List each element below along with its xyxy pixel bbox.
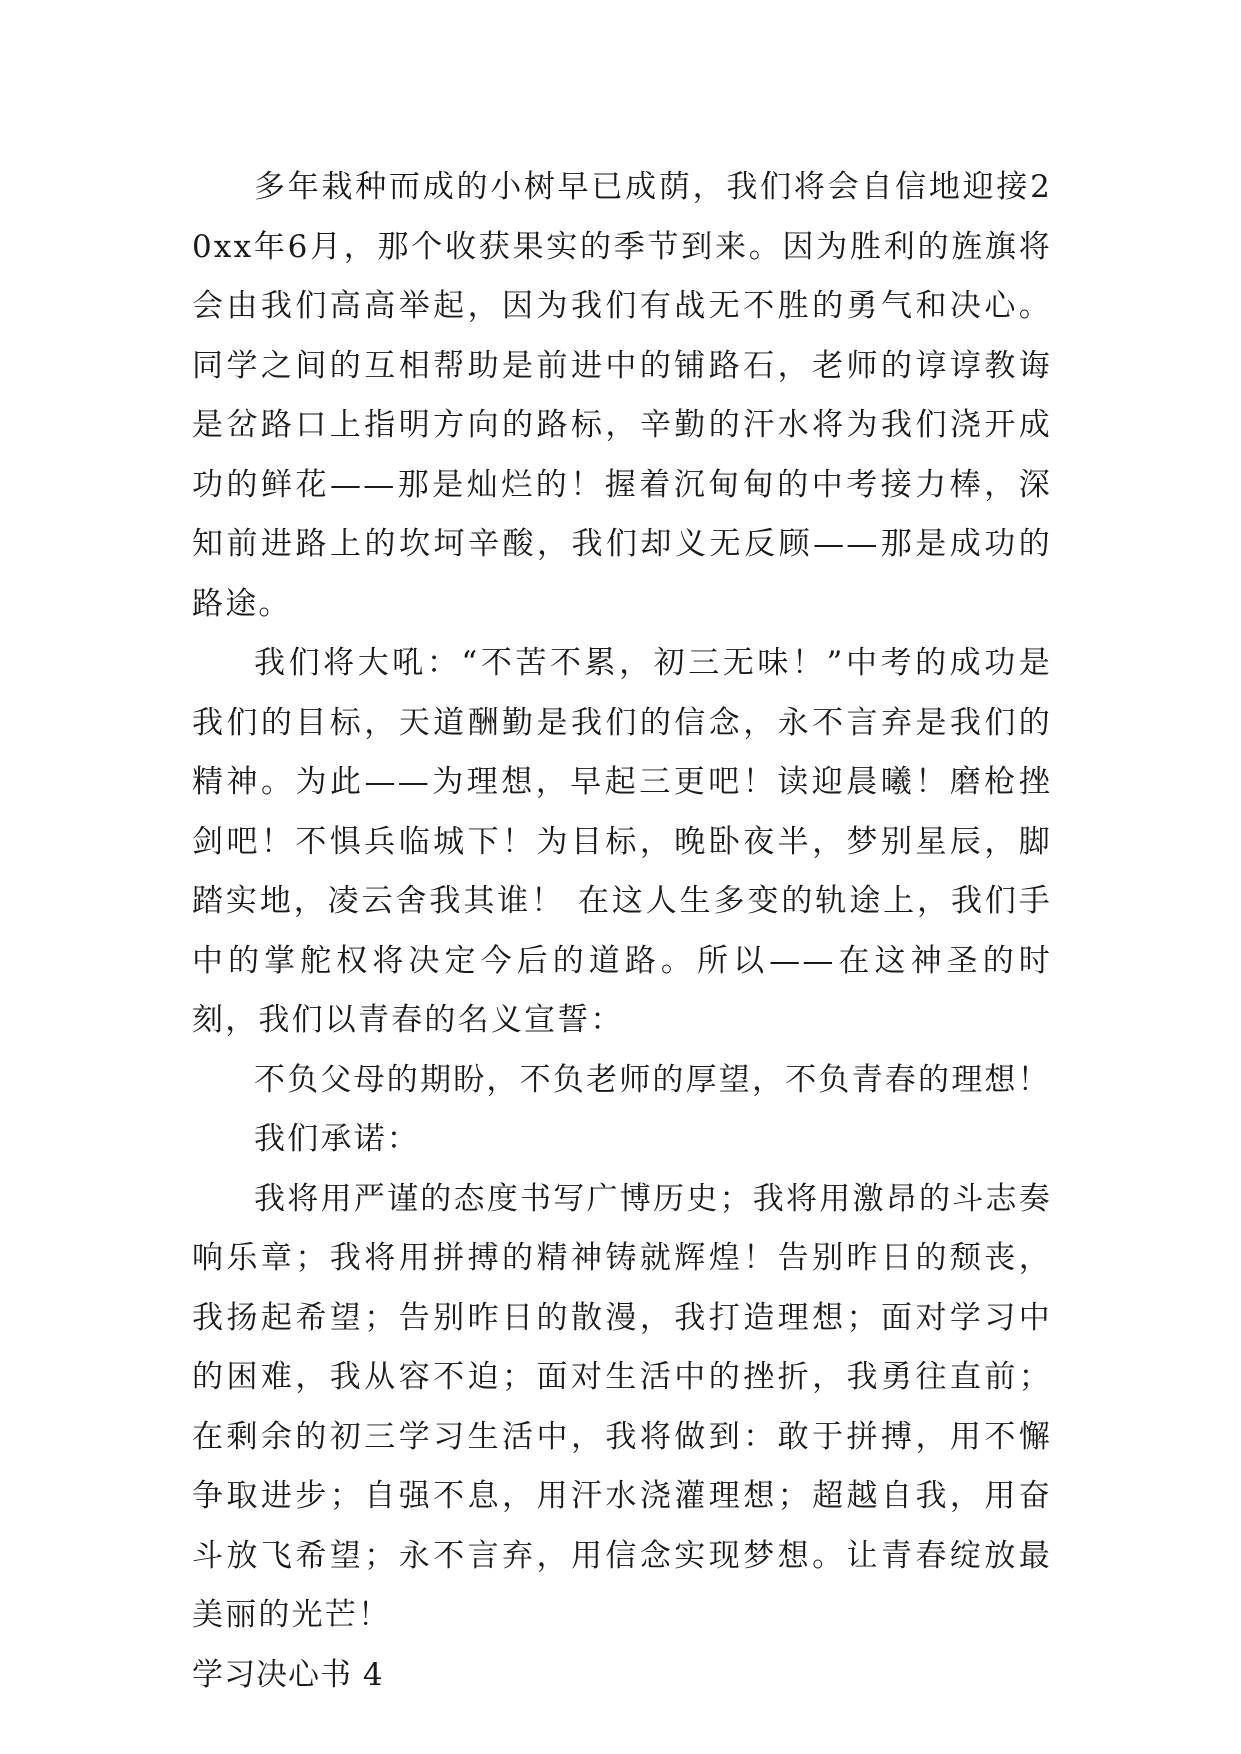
section-heading: 学习决心书 4 [192, 1656, 384, 1693]
document-body [192, 158, 1052, 1705]
paragraph-promise: 我将用严谨的态度书写广博历史；我将用激昂的斗志奏响乐章；我将用拼搏的精神铸就辉煌！告别昨日的颓丧，我扬起希望；告别昨日的散漫，我打造理想；面对学习中的困难，我从容不迫；面对生活中的挫折，我勇往直前；在剩余的初三学习生活中，我将做到：敢于拼搏，用不懈争取进步；自强不息，用汗水浇灌理想；超越自我，用奋斗放飞希望；永不言弃，用信念实现梦想。让青春绽放最美丽的光芒！ [192, 1180, 1052, 1633]
paragraph-vow: 不负父母的期盼，不负老师的厚望，不负青春的理想！ [254, 1061, 1051, 1098]
paragraph-harvest: 多年栽种而成的小树早已成荫，我们将会自信地迎接20xx年6月，那个收获果实的季节到来。因为胜利的旌旗将会由我们高高举起，因为我们有战无不胜的勇气和决心。同学之间的互相帮助是前进中的铺路石，老师的谆谆教诲是岔路口上指明方向的路标，辛勤的汗水将为我们浇开成功的鲜花——那是灿烂的！握着沉甸甸的中考接力棒，深知前进路上的坎坷辛酸，我们却义无反顾——那是成功的路途。 [192, 169, 1052, 622]
paragraph-promise-label: 我们承诺： [254, 1121, 420, 1157]
paragraph-oath-intro: 我们将大吼：“不苦不累，初三无味！”中考的成功是我们的目标，天道酬勤是我们的信念，永不言弃是我们的精神。为此——为理想，早起三更吧！读迎晨曦！磨枪挫剑吧！不惧兵临城下！为目标，晚卧夜半，梦别星辰，脚踏实地，凌云舍我其谁！ 在这人生多变的轨途上，我们手中的掌舵权将决定今后的道路。所以——在这神圣的时刻，我们以青春的名义宣誓： [192, 645, 1052, 1038]
